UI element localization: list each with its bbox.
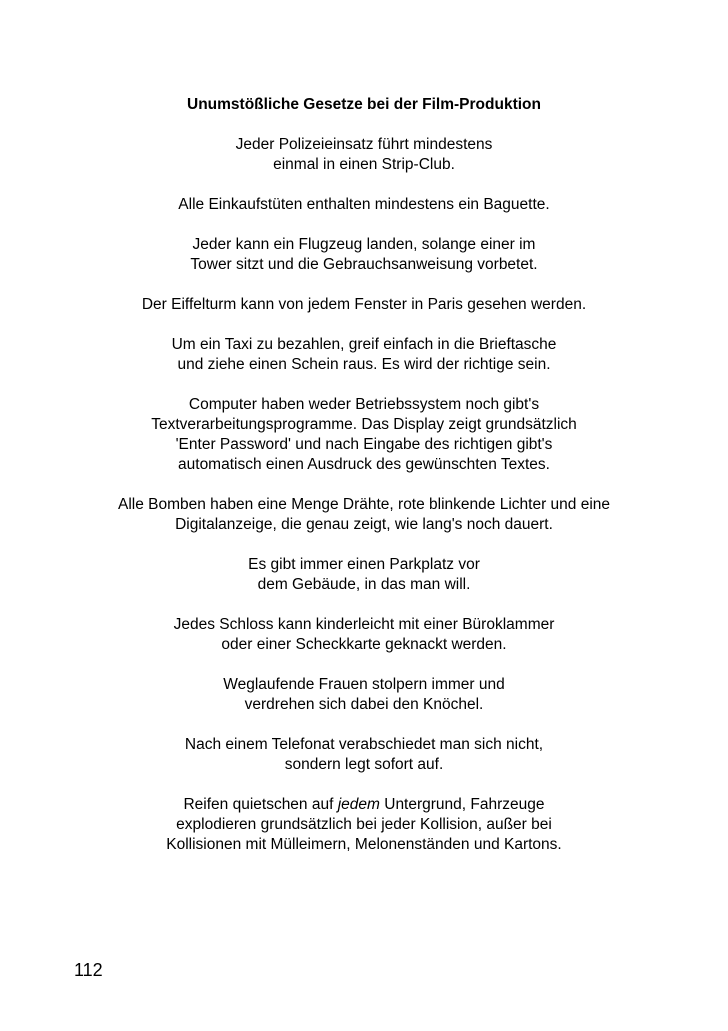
- law-line: Nach einem Telefonat verabschiedet man sich nicht,: [184, 736, 544, 753]
- law-line: [60, 795, 668, 815]
- law-line: Um ein Taxi zu bezahlen, greif einfach in die Brieftasche: [171, 336, 557, 353]
- law-line: Es gibt immer einen Parkplatz vor: [248, 556, 480, 573]
- law-line: Kollisionen mit Mülleimern, Melonenständen und Kartons.: [166, 836, 562, 853]
- law-line: einmal in einen Strip-Club.: [273, 156, 455, 173]
- law-line: Textverarbeitungsprogramme. Das Display zeigt grundsätzlich: [151, 416, 577, 433]
- law-item: [60, 555, 668, 595]
- law-item: [60, 335, 668, 375]
- law-line: Tower sitzt und die Gebrauchsanweisung vorbetet.: [190, 256, 538, 273]
- law-item: [60, 295, 668, 315]
- law-line: explodieren grundsätzlich bei jeder Kollision, außer bei: [176, 816, 552, 833]
- law-line: dem Gebäude, in das man will.: [257, 576, 471, 593]
- law-line: Der Eiffelturm kann von jedem Fenster in Paris gesehen werden.: [141, 296, 587, 313]
- page-content: [60, 95, 668, 875]
- law-line: Jedes Schloss kann kinderleicht mit einer Büroklammer: [173, 616, 555, 633]
- law-item: [60, 495, 668, 535]
- law-line: Digitalanzeige, die genau zeigt, wie lang's noch dauert.: [175, 516, 553, 533]
- page-title: Unumstößliche Gesetze bei der Film-Produktion: [187, 96, 541, 113]
- law-text-segment: Untergrund, Fahrzeuge: [379, 796, 545, 813]
- law-line: Weglaufende Frauen stolpern immer und: [223, 676, 505, 693]
- law-item: [60, 735, 668, 775]
- law-line: Jeder kann ein Flugzeug landen, solange einer im: [192, 236, 536, 253]
- law-line: und ziehe einen Schein raus. Es wird der richtige sein.: [177, 356, 551, 373]
- law-item: [60, 195, 668, 215]
- law-emphasis: jedem: [337, 796, 380, 813]
- law-line: automatisch einen Ausdruck des gewünschten Textes.: [178, 456, 550, 473]
- law-line: 'Enter Password' und nach Eingabe des richtigen gibt's: [175, 436, 553, 453]
- law-line: Alle Bomben haben eine Menge Drähte, rote blinkende Lichter und eine: [117, 496, 611, 513]
- law-item: [60, 615, 668, 655]
- law-item: [60, 395, 668, 475]
- law-item: [60, 235, 668, 275]
- law-item-tires: [60, 795, 668, 855]
- law-line: oder einer Scheckkarte geknackt werden.: [221, 636, 507, 653]
- law-line: Alle Einkaufstüten enthalten mindestens ein Baguette.: [178, 196, 550, 213]
- law-item: [60, 675, 668, 715]
- law-line: Jeder Polizeieinsatz führt mindestens: [235, 136, 493, 153]
- law-item: [60, 135, 668, 175]
- law-line: Computer haben weder Betriebssystem noch gibt's: [188, 396, 540, 413]
- laws-list: [60, 135, 668, 775]
- law-text-segment: Reifen quietschen auf: [183, 796, 338, 813]
- page-number: 112: [74, 960, 103, 980]
- law-line: verdrehen sich dabei den Knöchel.: [244, 696, 484, 713]
- law-line: sondern legt sofort auf.: [284, 756, 444, 773]
